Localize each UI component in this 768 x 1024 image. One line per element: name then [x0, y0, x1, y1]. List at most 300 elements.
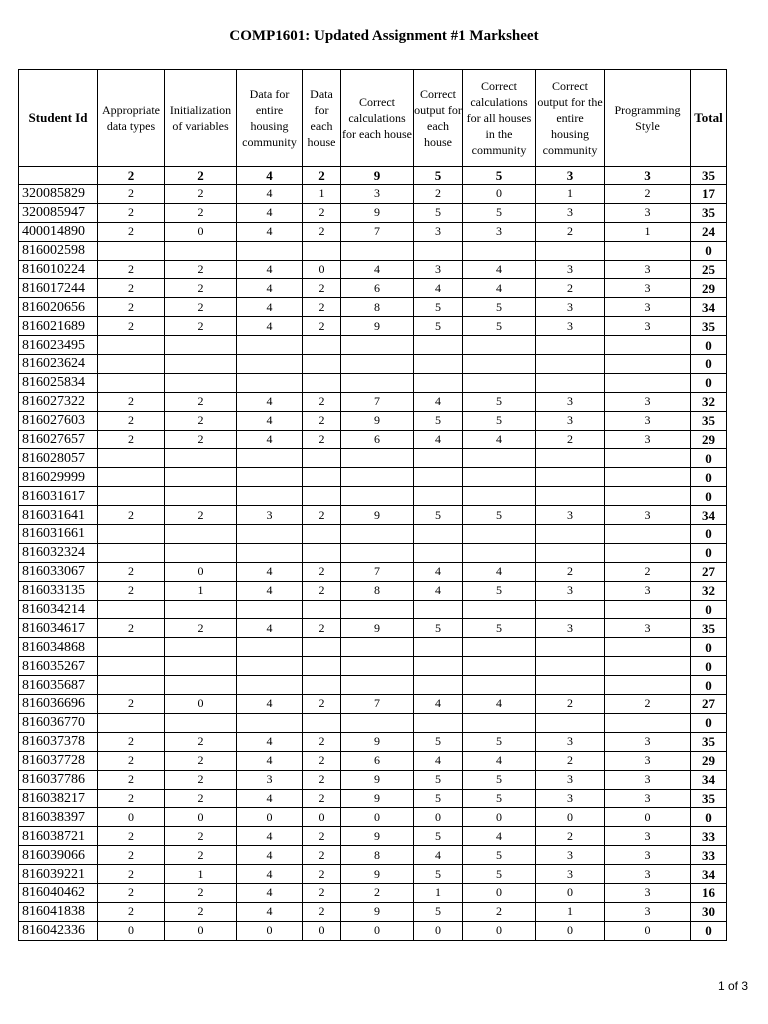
mark-cell: 2 [165, 846, 237, 865]
student-row [19, 883, 727, 902]
mark-cell: 5 [463, 846, 536, 865]
mark-cell: 0 [463, 921, 536, 940]
total-cell: 0 [691, 808, 727, 827]
mark-cell [536, 543, 605, 562]
marksheet-table [18, 69, 727, 941]
mark-cell: 2 [414, 185, 463, 204]
mark-cell: 9 [341, 732, 414, 751]
mark-cell: 2 [303, 506, 341, 525]
mark-cell: 2 [536, 562, 605, 581]
total-cell: 0 [691, 657, 727, 676]
student-id-cell: 320085947 [19, 203, 98, 222]
mark-cell [605, 543, 691, 562]
mark-cell [237, 525, 303, 544]
mark-cell [341, 638, 414, 657]
student-row [19, 638, 727, 657]
total-cell: 32 [691, 392, 727, 411]
mark-cell: 5 [414, 865, 463, 884]
mark-cell [237, 638, 303, 657]
mark-cell: 5 [414, 789, 463, 808]
mark-cell: 4 [414, 846, 463, 865]
mark-cell: 3 [237, 770, 303, 789]
mark-cell: 3 [536, 392, 605, 411]
mark-cell: 5 [463, 770, 536, 789]
mark-cell [414, 657, 463, 676]
mark-cell: 2 [98, 562, 165, 581]
student-id-cell: 816042336 [19, 921, 98, 940]
student-row [19, 808, 727, 827]
total-cell: 32 [691, 581, 727, 600]
mark-cell [414, 638, 463, 657]
mark-cell [165, 355, 237, 374]
mark-cell: 3 [536, 846, 605, 865]
mark-cell: 4 [237, 865, 303, 884]
mark-cell: 2 [165, 430, 237, 449]
mark-cell: 2 [165, 298, 237, 317]
mark-cell: 2 [98, 619, 165, 638]
mark-cell: 2 [98, 185, 165, 204]
total-cell: 34 [691, 770, 727, 789]
total-cell: 25 [691, 260, 727, 279]
header-row [19, 70, 727, 167]
student-row [19, 525, 727, 544]
mark-cell [463, 713, 536, 732]
mark-cell: 4 [414, 392, 463, 411]
mark-cell: 2 [165, 392, 237, 411]
mark-cell: 0 [237, 921, 303, 940]
mark-cell: 2 [98, 827, 165, 846]
mark-cell [303, 241, 341, 260]
mark-cell: 2 [98, 695, 165, 714]
student-id-cell: 816036696 [19, 695, 98, 714]
student-id-cell: 816002598 [19, 241, 98, 260]
student-row [19, 279, 727, 298]
mark-cell [463, 468, 536, 487]
mark-cell: 3 [536, 619, 605, 638]
mark-cell: 4 [237, 317, 303, 336]
mark-cell: 3 [605, 732, 691, 751]
mark-cell [237, 336, 303, 355]
mark-cell: 2 [165, 260, 237, 279]
mark-cell: 2 [98, 846, 165, 865]
mark-cell [414, 373, 463, 392]
max-mark-cell: 5 [414, 167, 463, 185]
mark-cell: 5 [414, 902, 463, 921]
student-row [19, 846, 727, 865]
student-row [19, 317, 727, 336]
max-mark-cell: 2 [165, 167, 237, 185]
total-cell: 0 [691, 373, 727, 392]
mark-cell: 5 [414, 619, 463, 638]
student-id-cell: 816038721 [19, 827, 98, 846]
mark-cell: 2 [303, 902, 341, 921]
mark-cell: 3 [605, 770, 691, 789]
max-mark-cell: 9 [341, 167, 414, 185]
max-marks-row [19, 167, 727, 185]
total-cell: 16 [691, 883, 727, 902]
mark-cell: 2 [341, 883, 414, 902]
mark-cell: 2 [303, 883, 341, 902]
student-id-cell: 816023495 [19, 336, 98, 355]
student-id-cell: 816031641 [19, 506, 98, 525]
student-row [19, 543, 727, 562]
mark-cell: 9 [341, 827, 414, 846]
mark-cell: 0 [414, 921, 463, 940]
student-row [19, 203, 727, 222]
mark-cell: 0 [341, 921, 414, 940]
mark-cell: 3 [605, 846, 691, 865]
total-cell: 17 [691, 185, 727, 204]
mark-cell: 5 [463, 506, 536, 525]
student-id-cell: 816017244 [19, 279, 98, 298]
student-id-cell: 816034617 [19, 619, 98, 638]
mark-cell [237, 676, 303, 695]
mark-cell: 4 [414, 430, 463, 449]
mark-cell [303, 487, 341, 506]
mark-cell: 1 [303, 185, 341, 204]
mark-cell [605, 638, 691, 657]
mark-cell: 4 [414, 751, 463, 770]
mark-cell: 9 [341, 203, 414, 222]
mark-cell [165, 468, 237, 487]
mark-cell: 4 [237, 883, 303, 902]
total-cell: 35 [691, 619, 727, 638]
mark-cell: 3 [536, 260, 605, 279]
mark-cell: 2 [98, 317, 165, 336]
mark-cell [303, 676, 341, 695]
mark-cell: 6 [341, 751, 414, 770]
mark-cell: 8 [341, 581, 414, 600]
mark-cell [341, 336, 414, 355]
mark-cell: 9 [341, 506, 414, 525]
mark-cell: 2 [165, 185, 237, 204]
mark-cell [463, 487, 536, 506]
student-id-cell: 816033135 [19, 581, 98, 600]
mark-cell: 9 [341, 411, 414, 430]
mark-cell [463, 543, 536, 562]
mark-cell: 4 [414, 562, 463, 581]
total-cell: 0 [691, 336, 727, 355]
max-mark-cell [19, 167, 98, 185]
mark-cell: 2 [303, 562, 341, 581]
student-row [19, 732, 727, 751]
student-id-cell: 816037786 [19, 770, 98, 789]
mark-cell: 6 [341, 279, 414, 298]
mark-cell: 3 [536, 298, 605, 317]
mark-cell [303, 373, 341, 392]
mark-cell: 1 [165, 865, 237, 884]
mark-cell [237, 487, 303, 506]
student-row [19, 241, 727, 260]
mark-cell: 5 [414, 827, 463, 846]
mark-cell: 3 [605, 506, 691, 525]
mark-cell: 2 [536, 279, 605, 298]
total-cell: 0 [691, 600, 727, 619]
mark-cell: 5 [463, 203, 536, 222]
mark-cell: 2 [303, 789, 341, 808]
mark-cell [463, 676, 536, 695]
student-row [19, 713, 727, 732]
mark-cell [414, 355, 463, 374]
mark-cell: 4 [463, 430, 536, 449]
total-cell: 0 [691, 638, 727, 657]
student-row [19, 657, 727, 676]
header-total: Total [691, 70, 727, 167]
mark-cell [98, 449, 165, 468]
mark-cell [165, 638, 237, 657]
mark-cell [165, 657, 237, 676]
student-id-cell: 816034868 [19, 638, 98, 657]
mark-cell [463, 336, 536, 355]
mark-cell: 2 [98, 789, 165, 808]
mark-cell [98, 241, 165, 260]
mark-cell: 0 [303, 808, 341, 827]
mark-cell: 2 [98, 298, 165, 317]
mark-cell: 0 [303, 260, 341, 279]
mark-cell: 3 [605, 619, 691, 638]
mark-cell: 5 [463, 317, 536, 336]
mark-cell [98, 600, 165, 619]
mark-cell: 0 [341, 808, 414, 827]
student-id-cell: 816038397 [19, 808, 98, 827]
student-id-cell: 816027322 [19, 392, 98, 411]
mark-cell [414, 543, 463, 562]
student-id-cell: 816025834 [19, 373, 98, 392]
mark-cell [605, 676, 691, 695]
mark-cell [165, 487, 237, 506]
mark-cell [341, 543, 414, 562]
mark-cell [303, 525, 341, 544]
mark-cell: 3 [414, 260, 463, 279]
student-id-cell: 816037728 [19, 751, 98, 770]
mark-cell: 2 [303, 581, 341, 600]
mark-cell [536, 600, 605, 619]
mark-cell: 7 [341, 392, 414, 411]
mark-cell [98, 525, 165, 544]
mark-cell: 0 [237, 808, 303, 827]
mark-cell: 4 [237, 203, 303, 222]
student-id-cell: 320085829 [19, 185, 98, 204]
mark-cell: 9 [341, 902, 414, 921]
mark-cell [414, 336, 463, 355]
mark-cell: 5 [463, 298, 536, 317]
mark-cell [303, 449, 341, 468]
mark-cell: 3 [605, 203, 691, 222]
mark-cell: 3 [605, 789, 691, 808]
mark-cell: 7 [341, 695, 414, 714]
mark-cell [605, 600, 691, 619]
mark-cell [341, 355, 414, 374]
mark-cell: 2 [605, 562, 691, 581]
mark-cell: 7 [341, 222, 414, 241]
mark-cell: 4 [237, 430, 303, 449]
student-id-cell: 816039066 [19, 846, 98, 865]
mark-cell: 1 [605, 222, 691, 241]
student-id-cell: 816037378 [19, 732, 98, 751]
mark-cell: 2 [303, 317, 341, 336]
mark-cell: 4 [237, 902, 303, 921]
mark-cell [414, 713, 463, 732]
header-output-each-house: Correct output for each house [414, 70, 463, 167]
mark-cell: 2 [98, 865, 165, 884]
mark-cell [414, 525, 463, 544]
mark-cell: 3 [536, 770, 605, 789]
student-row [19, 392, 727, 411]
mark-cell [414, 487, 463, 506]
mark-cell [463, 638, 536, 657]
mark-cell: 4 [463, 695, 536, 714]
mark-cell: 2 [165, 317, 237, 336]
mark-cell: 4 [341, 260, 414, 279]
mark-cell: 2 [98, 883, 165, 902]
student-row [19, 902, 727, 921]
mark-cell: 2 [303, 751, 341, 770]
student-row [19, 562, 727, 581]
mark-cell: 2 [165, 732, 237, 751]
mark-cell [341, 657, 414, 676]
total-cell: 35 [691, 203, 727, 222]
mark-cell: 4 [414, 279, 463, 298]
student-id-cell: 816035687 [19, 676, 98, 695]
mark-cell: 2 [98, 506, 165, 525]
mark-cell: 9 [341, 619, 414, 638]
mark-cell [414, 600, 463, 619]
student-row [19, 373, 727, 392]
total-cell: 33 [691, 846, 727, 865]
mark-cell: 8 [341, 846, 414, 865]
mark-cell: 2 [98, 279, 165, 298]
mark-cell [165, 543, 237, 562]
student-id-cell: 816021689 [19, 317, 98, 336]
mark-cell: 0 [165, 695, 237, 714]
mark-cell: 2 [98, 751, 165, 770]
mark-cell: 3 [605, 411, 691, 430]
total-cell: 0 [691, 676, 727, 695]
mark-cell: 4 [237, 695, 303, 714]
mark-cell [237, 713, 303, 732]
mark-cell [237, 241, 303, 260]
mark-cell [605, 355, 691, 374]
mark-cell: 2 [303, 827, 341, 846]
student-id-cell: 816033067 [19, 562, 98, 581]
mark-cell: 9 [341, 770, 414, 789]
student-rows [19, 185, 727, 941]
mark-cell: 3 [341, 185, 414, 204]
mark-cell: 2 [165, 619, 237, 638]
mark-cell [605, 657, 691, 676]
mark-cell [303, 468, 341, 487]
mark-cell [237, 373, 303, 392]
mark-cell: 2 [303, 695, 341, 714]
student-row [19, 619, 727, 638]
mark-cell [605, 468, 691, 487]
mark-cell: 3 [536, 317, 605, 336]
student-id-cell: 816035267 [19, 657, 98, 676]
mark-cell [414, 449, 463, 468]
mark-cell: 2 [98, 260, 165, 279]
student-id-cell: 816040462 [19, 883, 98, 902]
student-row [19, 865, 727, 884]
total-cell: 0 [691, 355, 727, 374]
student-row [19, 770, 727, 789]
mark-cell: 3 [605, 317, 691, 336]
student-row [19, 449, 727, 468]
mark-cell [165, 449, 237, 468]
mark-cell [605, 449, 691, 468]
mark-cell [463, 355, 536, 374]
mark-cell: 0 [463, 883, 536, 902]
mark-cell: 0 [536, 808, 605, 827]
mark-cell [536, 336, 605, 355]
mark-cell: 4 [414, 581, 463, 600]
mark-cell: 3 [605, 902, 691, 921]
mark-cell: 2 [605, 185, 691, 204]
mark-cell: 5 [414, 770, 463, 789]
mark-cell [165, 676, 237, 695]
student-row [19, 789, 727, 808]
total-cell: 0 [691, 713, 727, 732]
mark-cell: 6 [341, 430, 414, 449]
max-mark-cell: 4 [237, 167, 303, 185]
mark-cell: 2 [303, 732, 341, 751]
mark-cell: 3 [605, 865, 691, 884]
student-row [19, 676, 727, 695]
mark-cell [605, 241, 691, 260]
total-cell: 27 [691, 562, 727, 581]
mark-cell: 2 [98, 222, 165, 241]
student-row [19, 298, 727, 317]
total-cell: 0 [691, 468, 727, 487]
mark-cell: 4 [463, 562, 536, 581]
mark-cell: 5 [463, 411, 536, 430]
student-row [19, 487, 727, 506]
header-data-entire-community: Data for entire housing community [237, 70, 303, 167]
mark-cell: 5 [463, 789, 536, 808]
mark-cell [536, 487, 605, 506]
header-student-id: Student Id [19, 70, 98, 167]
mark-cell [98, 336, 165, 355]
mark-cell: 0 [414, 808, 463, 827]
total-cell: 0 [691, 525, 727, 544]
mark-cell: 4 [237, 222, 303, 241]
student-id-cell: 816027603 [19, 411, 98, 430]
mark-cell [303, 355, 341, 374]
mark-cell: 2 [303, 865, 341, 884]
total-cell: 35 [691, 411, 727, 430]
mark-cell: 2 [165, 506, 237, 525]
mark-cell: 5 [414, 506, 463, 525]
mark-cell: 2 [303, 222, 341, 241]
mark-cell: 8 [341, 298, 414, 317]
mark-cell: 2 [165, 827, 237, 846]
mark-cell [165, 713, 237, 732]
mark-cell [165, 525, 237, 544]
mark-cell: 2 [165, 770, 237, 789]
mark-cell: 1 [414, 883, 463, 902]
mark-cell: 2 [536, 222, 605, 241]
mark-cell: 2 [165, 203, 237, 222]
mark-cell [536, 525, 605, 544]
mark-cell: 4 [237, 732, 303, 751]
mark-cell: 4 [237, 619, 303, 638]
mark-cell [463, 449, 536, 468]
student-id-cell: 816029999 [19, 468, 98, 487]
total-cell: 24 [691, 222, 727, 241]
mark-cell: 2 [98, 411, 165, 430]
mark-cell [303, 600, 341, 619]
student-id-cell: 816031617 [19, 487, 98, 506]
mark-cell: 4 [237, 392, 303, 411]
